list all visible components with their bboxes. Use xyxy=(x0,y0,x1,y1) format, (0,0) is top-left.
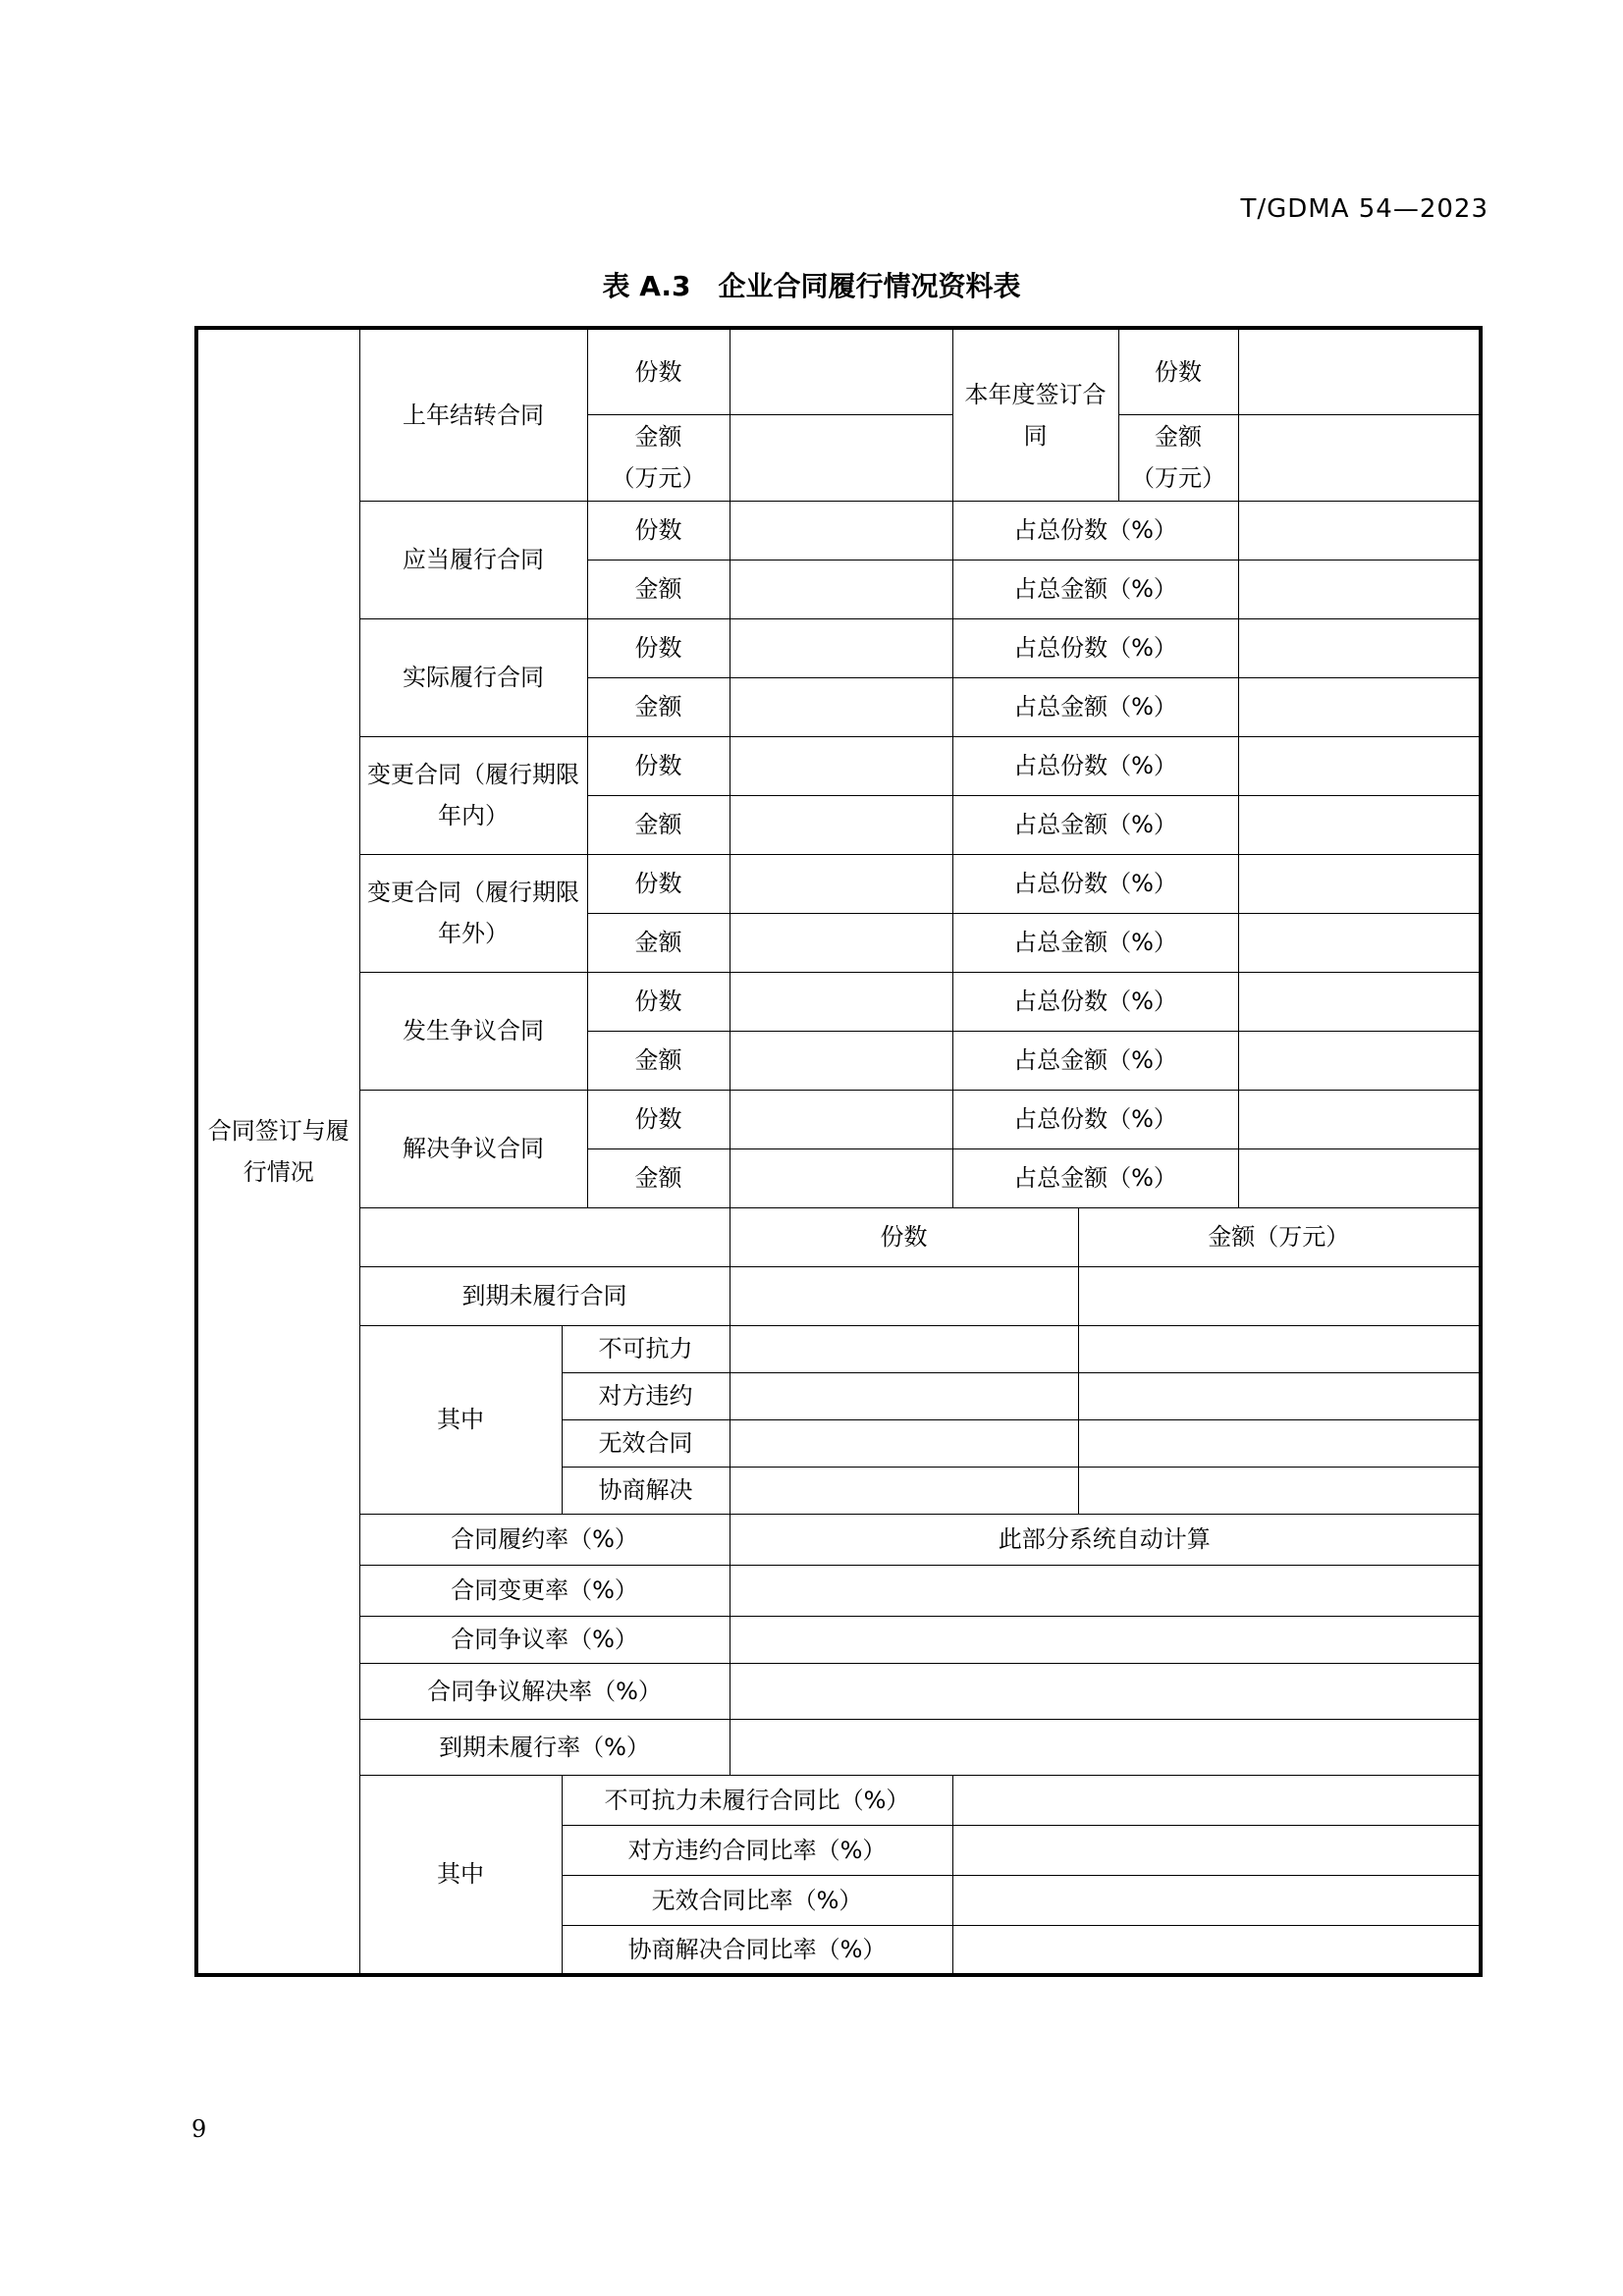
amount-label: 金额 xyxy=(587,677,730,736)
group-label: 应当履行合同 xyxy=(359,501,587,618)
rate-value[interactable] xyxy=(730,1616,1481,1663)
group-label: 解决争议合同 xyxy=(359,1090,587,1207)
pct-count-label: 占总份数（%） xyxy=(952,501,1238,560)
amount-wan-cell xyxy=(587,414,730,501)
table-row xyxy=(196,972,1481,1031)
side-label: 合同签订与履行情况 xyxy=(207,1117,350,1186)
input-cell[interactable] xyxy=(730,854,952,913)
table-row xyxy=(196,1090,1481,1148)
carryover-label: 上年结转合同 xyxy=(359,328,587,501)
input-cell[interactable] xyxy=(730,501,952,560)
expired-sub-label: 对方违约 xyxy=(562,1372,730,1419)
rate-value[interactable] xyxy=(730,1719,1481,1775)
count-label: 份数 xyxy=(587,736,730,795)
pct-count-label: 占总份数（%） xyxy=(952,1090,1238,1148)
input-cell[interactable] xyxy=(1238,618,1481,677)
ratio-label: 无效合同比率（%） xyxy=(562,1875,952,1925)
pct-count-label: 占总份数（%） xyxy=(952,736,1238,795)
input-cell[interactable] xyxy=(1238,677,1481,736)
group-label: 变更合同（履行期限年外） xyxy=(359,854,587,972)
input-cell[interactable] xyxy=(730,1266,1078,1325)
input-cell[interactable] xyxy=(952,1875,1481,1925)
count-header: 份数 xyxy=(730,1207,1078,1266)
among-label: 其中 xyxy=(359,1775,562,1975)
pct-count-label: 占总份数（%） xyxy=(952,972,1238,1031)
input-cell[interactable] xyxy=(730,1467,1078,1514)
group-label: 变更合同（履行期限年内） xyxy=(359,736,587,854)
side-label-cell xyxy=(196,328,359,1975)
input-cell[interactable] xyxy=(730,736,952,795)
input-cell[interactable] xyxy=(730,1372,1078,1419)
rate-label: 到期未履行率（%） xyxy=(359,1719,730,1775)
input-cell[interactable] xyxy=(730,913,952,972)
amount-label: 金额 xyxy=(587,913,730,972)
table-row xyxy=(196,1565,1481,1616)
pct-amount-label: 占总金额（%） xyxy=(952,1031,1238,1090)
count-label: 份数 xyxy=(587,1090,730,1148)
table-row xyxy=(196,736,1481,795)
table-row xyxy=(196,328,1481,414)
rate-label: 合同争议解决率（%） xyxy=(359,1663,730,1719)
blank-cell xyxy=(359,1207,730,1266)
amount-label: 金额 xyxy=(587,560,730,618)
this-year-label: 本年度签订合同 xyxy=(952,328,1118,501)
table-row xyxy=(196,1775,1481,1825)
table-row xyxy=(196,618,1481,677)
rate-value[interactable] xyxy=(730,1565,1481,1616)
input-cell[interactable] xyxy=(730,1419,1078,1467)
input-cell[interactable] xyxy=(730,414,952,501)
table-row xyxy=(196,854,1481,913)
group-label: 发生争议合同 xyxy=(359,972,587,1090)
input-cell[interactable] xyxy=(1238,854,1481,913)
among-label: 其中 xyxy=(359,1325,562,1514)
expired-label: 到期未履行合同 xyxy=(359,1266,730,1325)
amount-label: 金额 xyxy=(634,423,682,451)
expired-sub-label: 协商解决 xyxy=(562,1467,730,1514)
pct-amount-label: 占总金额（%） xyxy=(952,913,1238,972)
amount-label: 金额 xyxy=(1155,423,1202,451)
page-number: 9 xyxy=(191,2115,207,2143)
input-cell[interactable] xyxy=(730,1148,952,1207)
table-row xyxy=(196,1616,1481,1663)
table-row xyxy=(196,1514,1481,1565)
count-label: 份数 xyxy=(587,854,730,913)
amount-label: 金额 xyxy=(587,1031,730,1090)
table-row xyxy=(196,1719,1481,1775)
count-label: 份数 xyxy=(587,618,730,677)
pct-count-label: 占总份数（%） xyxy=(952,854,1238,913)
count-label: 份数 xyxy=(587,972,730,1031)
input-cell[interactable] xyxy=(730,677,952,736)
ratio-label: 协商解决合同比率（%） xyxy=(562,1925,952,1975)
contract-performance-table xyxy=(194,326,1483,1977)
input-cell[interactable] xyxy=(1078,1325,1481,1372)
table-row xyxy=(196,1207,1481,1266)
input-cell[interactable] xyxy=(1078,1467,1481,1514)
amount-label: 金额 xyxy=(587,1148,730,1207)
input-cell[interactable] xyxy=(730,1325,1078,1372)
ratio-label: 不可抗力未履行合同比（%） xyxy=(562,1775,952,1825)
input-cell[interactable] xyxy=(1238,1148,1481,1207)
table-row xyxy=(196,1266,1481,1325)
input-cell[interactable] xyxy=(1238,736,1481,795)
unit-label: （万元） xyxy=(611,464,706,492)
unit-label: （万元） xyxy=(1131,464,1225,492)
input-cell[interactable] xyxy=(1238,501,1481,560)
input-cell[interactable] xyxy=(1238,972,1481,1031)
input-cell[interactable] xyxy=(730,1031,952,1090)
input-cell[interactable] xyxy=(730,328,952,414)
amount-label: 金额 xyxy=(587,795,730,854)
input-cell[interactable] xyxy=(730,618,952,677)
pct-amount-label: 占总金额（%） xyxy=(952,1148,1238,1207)
input-cell[interactable] xyxy=(1238,1031,1481,1090)
table-row xyxy=(196,1663,1481,1719)
input-cell[interactable] xyxy=(730,972,952,1031)
rate-value: 此部分系统自动计算 xyxy=(730,1514,1481,1565)
rate-label: 合同争议率（%） xyxy=(359,1616,730,1663)
document-code: T/GDMA 54—2023 xyxy=(1240,194,1488,224)
amount-wan-header: 金额（万元） xyxy=(1078,1207,1481,1266)
count-label: 份数 xyxy=(1118,328,1238,414)
input-cell[interactable] xyxy=(1238,560,1481,618)
input-cell[interactable] xyxy=(730,1090,952,1148)
rate-value[interactable] xyxy=(730,1663,1481,1719)
ratio-label: 对方违约合同比率（%） xyxy=(562,1825,952,1875)
input-cell[interactable] xyxy=(952,1925,1481,1975)
input-cell[interactable] xyxy=(1238,328,1481,414)
input-cell[interactable] xyxy=(730,795,952,854)
rate-label: 合同变更率（%） xyxy=(359,1565,730,1616)
input-cell[interactable] xyxy=(1238,1090,1481,1148)
table-title: 表 A.3 企业合同履行情况资料表 xyxy=(602,270,1021,302)
input-cell[interactable] xyxy=(1078,1266,1481,1325)
table-row xyxy=(196,501,1481,560)
amount-wan-cell xyxy=(1118,414,1238,501)
input-cell[interactable] xyxy=(1238,913,1481,972)
group-label: 实际履行合同 xyxy=(359,618,587,736)
input-cell[interactable] xyxy=(1238,795,1481,854)
input-cell[interactable] xyxy=(730,560,952,618)
input-cell[interactable] xyxy=(952,1775,1481,1825)
count-label: 份数 xyxy=(587,501,730,560)
count-label: 份数 xyxy=(587,328,730,414)
rate-label: 合同履约率（%） xyxy=(359,1514,730,1565)
pct-count-label: 占总份数（%） xyxy=(952,618,1238,677)
pct-amount-label: 占总金额（%） xyxy=(952,677,1238,736)
table-row xyxy=(196,1325,1481,1372)
input-cell[interactable] xyxy=(1238,414,1481,501)
expired-sub-label: 不可抗力 xyxy=(562,1325,730,1372)
input-cell[interactable] xyxy=(1078,1419,1481,1467)
input-cell[interactable] xyxy=(952,1825,1481,1875)
pct-amount-label: 占总金额（%） xyxy=(952,795,1238,854)
pct-amount-label: 占总金额（%） xyxy=(952,560,1238,618)
expired-sub-label: 无效合同 xyxy=(562,1419,730,1467)
input-cell[interactable] xyxy=(1078,1372,1481,1419)
